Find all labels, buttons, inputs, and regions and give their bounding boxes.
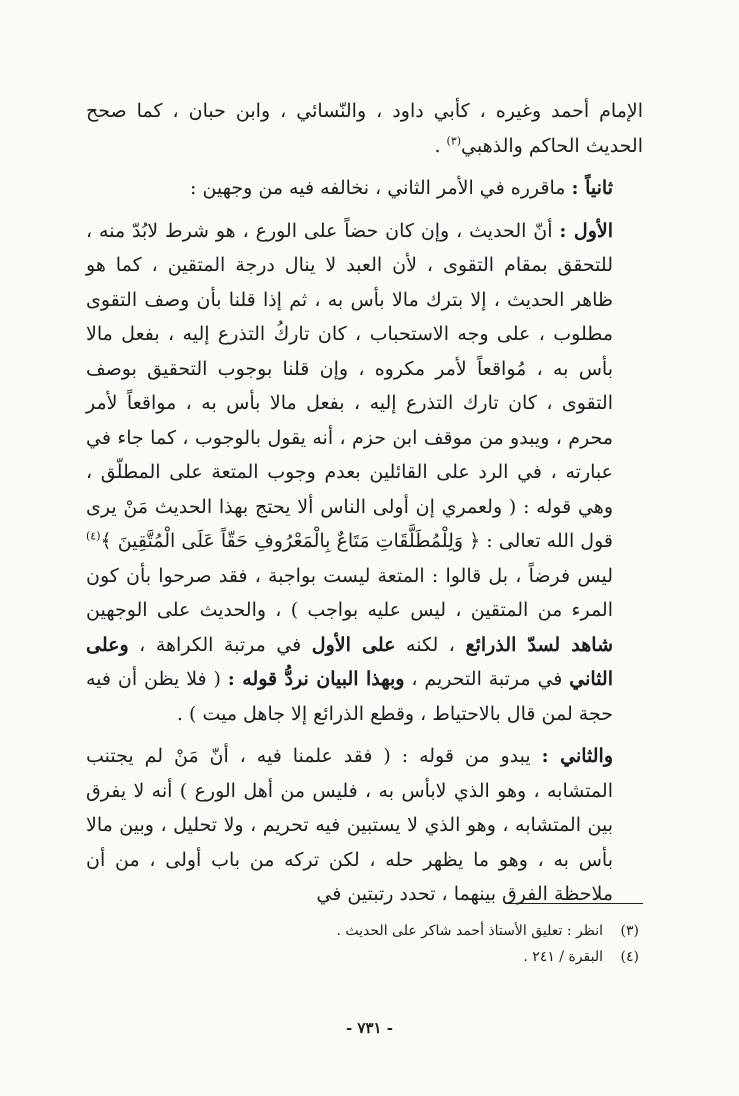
- section-heading-second: ثانياً :: [571, 177, 613, 199]
- footnote-number: (٤): [620, 949, 639, 965]
- paragraph-2: ثانياً : ماقرره في الأمر الثاني ، نخالفه فيه من وجهين :: [190, 177, 613, 199]
- point-heading-second: والثاني :: [541, 745, 613, 767]
- footnotes: [86, 903, 643, 970]
- footnote-divider: [505, 903, 643, 904]
- page-number: - ٧٣١ -: [345, 1019, 394, 1037]
- point-heading-first: الأول :: [559, 219, 613, 242]
- paragraph-3: الأول : أنّ الحديث ، وإن كان حضاً على الورع ، هو شرط لابُدّ منه ، للتحقق بمقام التقوى ، لأن العبد لا ينال درجة المتقين ، كما هو ظاهر الحديث ، إلا بترك مالا بأس به ، ثم إذا قلنا بأن وصف التقوى مطلوب ، على وجه الاستحباب ، كان تاركُ التذرع إليه ، بفعل مالا بأس به ، مُواقعاً لأمر مكروه ، وإن قلنا بوجوب التحقيق بوصف التقوى ، كان تارك التذرع إليه ، بفعل مالا بأس به ، مواقعاً لأمر محرم ، ويبدو من موقف ابن حزم ، أنه يقول بالوجوب ، كما جاء في عبارته ، في الرد على القائلين بعدم وجوب المتعة على المطلّق ، وهي قوله : ( ولعمري إن أولى الناس ألا يحتج بهذا الحديث مَنْ يرى قول الله تعالى : ﴿ وَلِلْمُطَلَّقَاتِ مَتَاعٌ بِالْمَعْرُوفِ حَقّاً عَلَى الْمُتَّقِينَ ﴾$^{(٤)}$ ليس فرضاً ، بل قالوا : المتعة ليست بواجبة ، فقد صرحوا بأن كون المرء من المتقين ، ليس عليه بواجب ) ، والحديث على الوجهين شاهد لسدّ الذرائع ، لكنه على الأول في مرتبة الكراهة ، وعلى الثاني في مرتبة التحريم ، وبهذا البيان نردُّ قوله : ( فلا يظن أن فيه حجة لمن قال بالاحتياط ، وقطع الذرائع إلا جاهل ميت ) .: [86, 219, 613, 725]
- paragraph-1: الإمام أحمد وغيره ، كأبي داود ، والنّسائي ، وابن حبان ، كما صحح الحديث الحاكم والذهبي$^{(٣)}$ .: [86, 100, 643, 157]
- bold-phrase-2: على الأول: [311, 633, 396, 656]
- footnote-4: [86, 944, 643, 970]
- bold-phrase-1: شاهد لسدّ الذرائع: [465, 633, 613, 656]
- footnote-3: [86, 918, 643, 944]
- paragraph-4: والثاني : يبدو من قوله : ( فقد علمنا فيه ، أنّ مَنْ لم يجتنب المتشابه ، وهو الذي لابأس به ، فليس من أهل الورع ) أنه لا يفرق بين المتشابه ، وهو الذي لا يستبين فيه تحريم ، ولا تحليل ، وبين مالا بأس به ، وهو ما يظهر حله ، لكن تركه من باب أولى ، من أن ملاحظة الفرق بينهما ، تحدد رتبتين في: [86, 745, 613, 905]
- footnote-text: البقرة / ٢٤١ .: [523, 949, 603, 965]
- bold-phrase-4: وبهذا البيان نردُّ قوله :: [227, 668, 405, 690]
- bold-phrase-3: وعلى الثاني: [86, 633, 613, 690]
- footnote-ref-3[interactable]: (٣): [446, 134, 462, 148]
- footnote-ref-4[interactable]: (٤): [86, 529, 101, 543]
- main-text: [86, 94, 643, 912]
- footnote-number: (٣): [620, 923, 639, 939]
- footnote-text: انظر : تعليق الأستاذ أحمد شاكر على الحديث .: [336, 923, 603, 939]
